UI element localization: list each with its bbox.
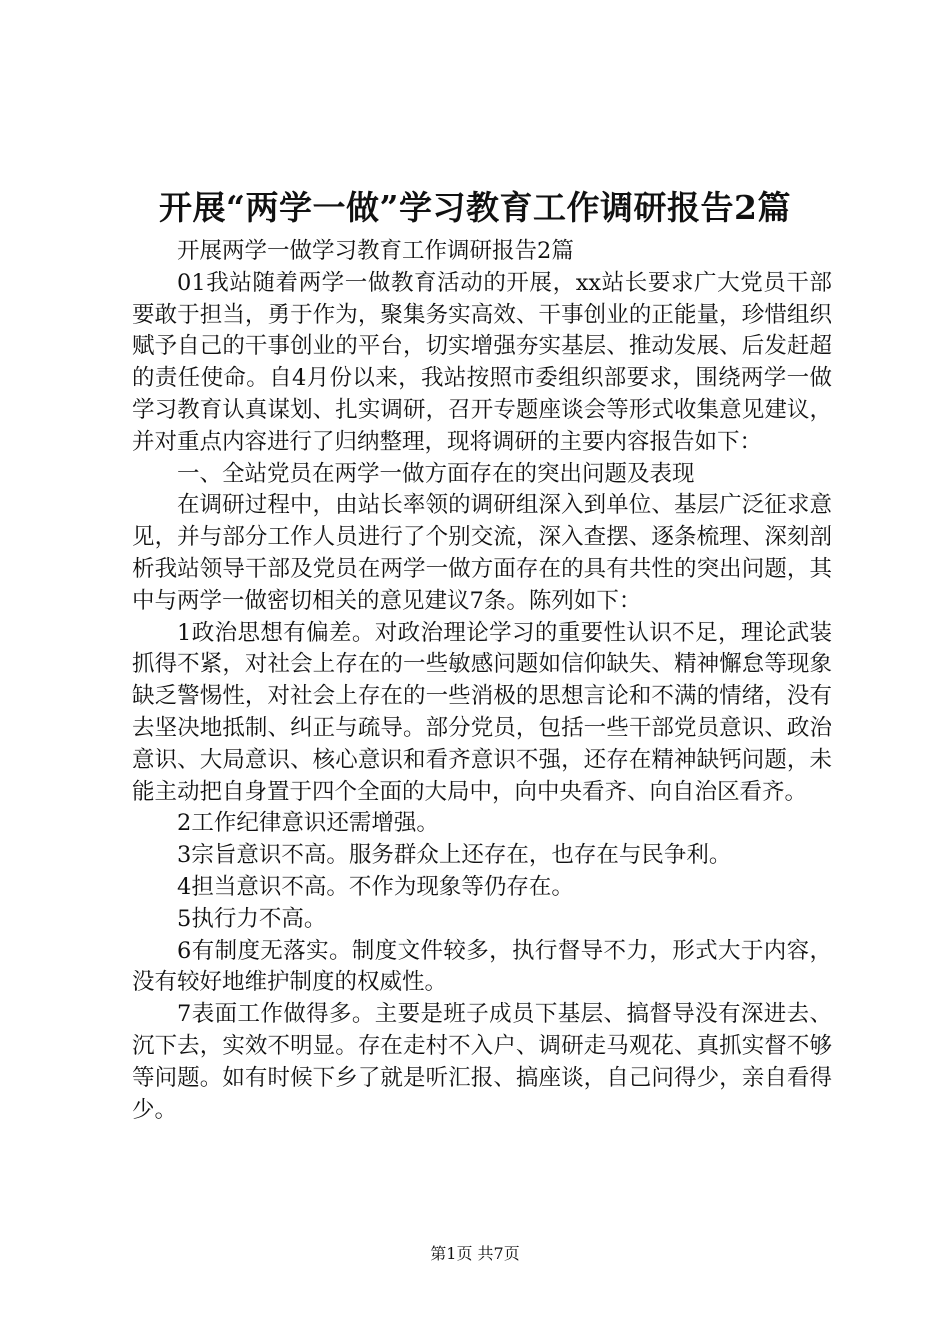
- issue-item-6: 6有制度无落实。制度文件较多，执行督导不力，形式大于内容，没有较好地维护制度的权威性。: [132, 937, 832, 996]
- document-title: 开展“两学一做”学习教育工作调研报告2篇: [159, 188, 791, 227]
- issue-item-5: 5执行力不高。: [177, 905, 327, 932]
- issue-item-4: 4担当意识不高。不作为现象等仍存在。: [177, 873, 574, 900]
- intro-paragraph: 01我站随着两学一做教育活动的开展，xx站长要求广大党员干部要敢于担当，勇于作为，聚集务实高效、干事创业的正能量，珍惜组织赋予自己的干事创业的平台，切实增强夯实基层、推动发展、后发赶超的责任使命。自4月份以来，我站按照市委组织部要求，围绕两学一做学习教育认真谋划、扎实调研，召开专题座谈会等形式收集意见建议，并对重点内容进行了归纳整理，现将调研的主要内容报告如下：: [132, 269, 832, 455]
- subtitle-paragraph: 开展两学一做学习教育工作调研报告2篇: [177, 238, 574, 264]
- research-paragraph: 在调研过程中，由站长率领的调研组深入到单位、基层广泛征求意见，并与部分工作人员进行了个别交流，深入查摆、逐条梳理、深刻剖析我站领导干部及党员在两学一做方面存在的具有共性的突出问题，其中与两学一做密切相关的意见建议7条。陈列如下：: [132, 492, 832, 614]
- page-footer: 第1页 共7页: [430, 1244, 520, 1263]
- issue-item-1: 1政治思想有偏差。对政治理论学习的重要性认识不足，理论武装抓得不紧，对社会上存在的一些敏感问题如信仰缺失、精神懈怠等现象缺乏警惕性，对社会上存在的一些消极的思想言论和不满的情绪，没有去坚决地抵制、纠正与疏导。部分党员，包括一些干部党员意识、政治意识、大局意识、核心意识和看齐意识不强，还存在精神缺钙问题，未能主动把自身置于四个全面的大局中，向中央看齐、向自治区看齐。: [132, 619, 832, 805]
- issue-item-7: 7表面工作做得多。主要是班子成员下基层、搞督导没有深进去、沉下去，实效不明显。存在走村不入户、调研走马观花、真抓实督不够等问题。如有时候下乡了就是听汇报、搞座谈，自己问得少，亲自看得少。: [132, 1001, 832, 1123]
- issue-item-2: 2工作纪律意识还需增强。: [177, 810, 439, 837]
- issue-item-3: 3宗旨意识不高。服务群众上还存在，也存在与民争利。: [177, 842, 732, 869]
- document-body: [132, 236, 832, 1126]
- section-heading: 一、全站党员在两学一做方面存在的突出问题及表现: [177, 460, 695, 487]
